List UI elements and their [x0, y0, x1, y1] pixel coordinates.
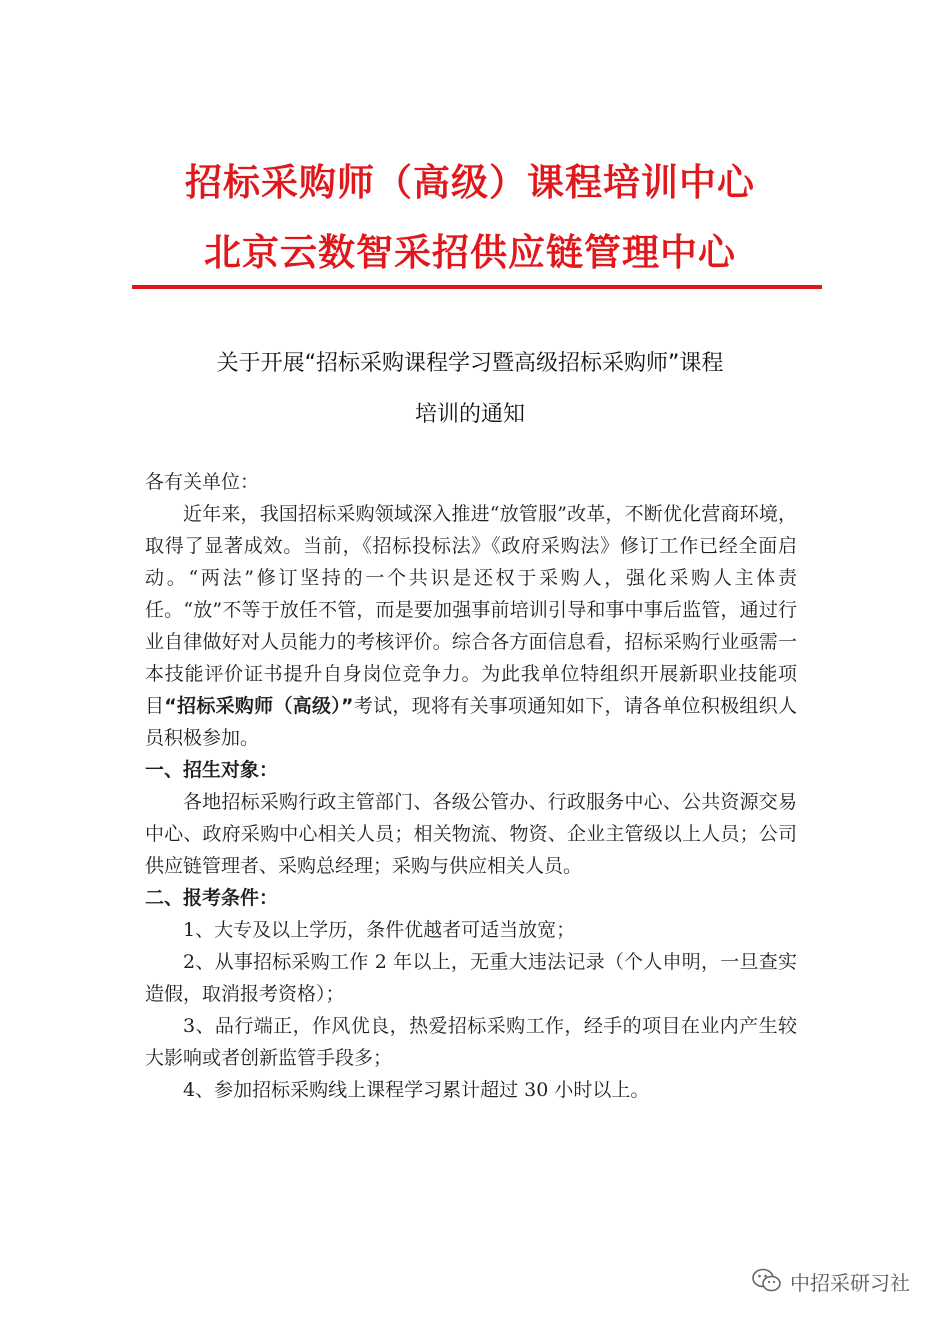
section1-heading: 一、招生对象： [145, 759, 279, 781]
header-red-rule [132, 285, 822, 289]
watermark [752, 1264, 910, 1298]
intro-text-part1: 近年来，我国招标采购领域深入推进“放管服”改革，不断优化营商环境，取得了显著成效。当前，《招标投标法》《政府采购法》修订工作已经全面启动。“两法”修订坚持的一个共识是还权于采购人，强化采购人主体责任。“放”不等于放任不管，而是要加强事前培训引导和事中事后监管，通过行业自律做好对人员能力的考核评价。综合各方面信息看，招标采购行业亟需一本技能评价证书提升自身岗位竞争力。为此我单位特组织开展新职业技能项目 [145, 503, 797, 717]
condition-item: 3、品行端正，作风优良，热爱招标采购工作，经手的项目在业内产生较大影响或者创新监管手段多； [145, 1015, 797, 1069]
section1-text: 各地招标采购行政主管部门、各级公管办、行政服务中心、公共资源交易中心、政府采购中心相关人员；相关物流、物资、企业主管级以上人员；公司供应链管理者、采购总经理；采购与供应相关人员。 [145, 791, 797, 877]
intro-bold-title: “招标采购师（高级）” [164, 695, 354, 717]
section2-heading: 二、报考条件： [145, 887, 279, 909]
salutation: 各有关单位： [145, 471, 260, 493]
header-title-line1: 招标采购师（高级）课程培训中心 [185, 161, 755, 204]
notice-title-line1: 关于开展“招标采购课程学习暨高级招标采购师”课程 [216, 351, 724, 376]
wechat-icon [752, 1268, 782, 1294]
notice-title-line2: 培训的通知 [414, 402, 525, 427]
intro-paragraph [145, 498, 797, 754]
watermark-text: 中招采研习社 [790, 1270, 910, 1295]
condition-item: 2、从事招标采购工作 2 年以上，无重大违法记录（个人申明，一旦查实造假，取消报考资格）； [145, 951, 797, 1005]
intro-text-part2: 考试，现将有关事项通知如下，请各单位积极组织人员积极参加。 [145, 695, 797, 749]
notice-body [145, 466, 797, 1106]
header-title-line2: 北京云数智采招供应链管理中心 [204, 231, 736, 274]
condition-item: 1、大专及以上学历，条件优越者可适当放宽； [183, 919, 576, 941]
condition-item: 4、参加招标采购线上课程学习累计超过 30 小时以上。 [183, 1079, 650, 1101]
